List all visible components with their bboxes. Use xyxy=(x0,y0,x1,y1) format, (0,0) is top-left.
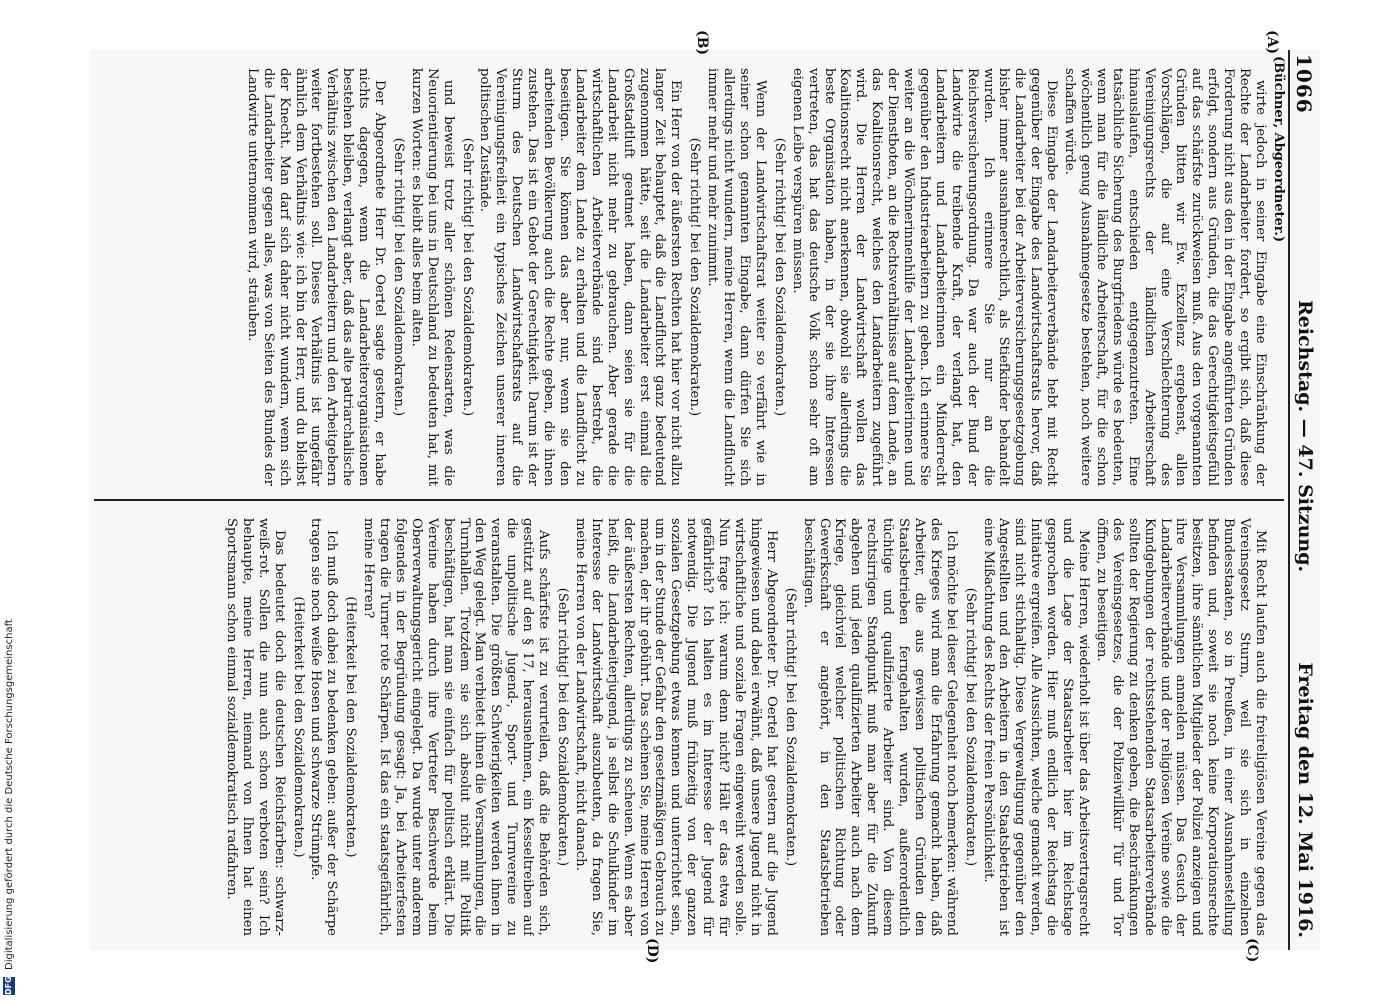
interjection: (Sehr richtig! bei den Sozialdemokraten.) xyxy=(782,587,798,867)
footer-text: Digitalisierung gefördert durch die Deutsche Forschungsgemeinschaft xyxy=(4,619,15,970)
interjection: (Sehr richtig! bei den Sozialdemokraten.) xyxy=(390,137,406,417)
page-number: 1066 xyxy=(1292,54,1316,114)
footer-credit xyxy=(0,0,22,1000)
column-divider xyxy=(94,499,1284,501)
paragraph: Ein Herr von der äußersten Rechten hat hier vor nicht allzu langer Zeit behauptet, daß die Landflucht ganz bedeutend zugenommen hätte, seit die Landarbeiter erst einmal die Großstadtluft geatmet haben, dann seien sie für die Landarbeit nicht mehr zu gebrauchen. Aber gerade die wirtschaftlichen Arbeiterverbände sind bestrebt, die Landarbeiter dem Lande zu erhalten und die Landflucht zu beseitigen. Sie können das aber nur, wenn sie den arbeitenden Bevölkerung auch die Rechte geben, die ihnen zustehen. Das ist ein Gebot der Gerechtigkeit. Darum ist der Sturm des Deutschen Landwirtschaftsrats auf die Vereinigungsfreiheit ein typisches Zeichen unserer inneren politischen Zustände. xyxy=(477,68,684,486)
margin-mark-b: (B) xyxy=(694,30,710,56)
paragraph: Meine Herren, wiederholt ist über das Arbeitsvertragsrecht und die Lage der Staatsarbeiter hier im Reichstage gesprochen worden. Hier muß endlich der Reichstag die Initiative ergreifen. Alle Aussichten, welche gemacht werden, sind nicht stichhaltig. Diese Vergewaltigung gegenüber den Angestellten und den Arbeitern in den Staatsbetrieben ist eine Mißachtung des Rechts der freien Persönlichkeit. xyxy=(980,518,1092,936)
interjection: (Heiterkeit bei den Sozialdemokraten.) xyxy=(290,596,306,858)
page-title: Reichstag. — 47. Sitzung. xyxy=(1294,300,1316,573)
paragraph: Mit Recht laufen auch die freireligiösen Vereine gegen das Vereinsgesetz Sturm, weil sie sich in einzelnen Bundesstaaten, so in Preußen, in einer Ausnahmestellung befinden und, soweit sie noch keine Korporationsrechte besitzen, ihre sämtlichen Mitglieder der Polizei anzeigen und ihre Versammlungen anmelden müssen. Das Gesuch der Landarbeiterverbände und der religiösen Vereine sowie die Kundgebungen der rechtsstehenden Staatsarbeiterverbände sollten der Regierung zu denken geben, die Beschränkungen des Vereinsgesetzes, die der Polizeiwillkür Tür und Tor öffnen, zu beseitigen. xyxy=(1093,518,1268,936)
interjection: (Sehr richtig! bei den Sozialdemokraten.) xyxy=(555,587,571,867)
paragraph: Ich muß doch dabei zu bedenken geben: außer der Schärpe tragen sie noch weiße Hosen und schwarze Strümpfe. xyxy=(308,518,340,936)
interjection: (Sehr richtig! bei den Sozialdemokraten.) xyxy=(687,137,703,417)
paragraph: Das bedeutet doch die deutschen Reichsfarben: schwarz-weiß-rot. Sollen die nun auch schon verboten sein? Ich behaupte, meine Herren, niemand von Ihnen hat einen Sportsmann schon einmal sozialdemokratisch radfahren. xyxy=(223,518,287,936)
paragraph: Wenn der Landwirtschaftsrat weiter so verfährt wie in seiner schon genannten Eingabe, dann dürfen Sie sich allerdings nicht wundern, meine Herren, wenn die Landflucht immer mehr und mehr zunimmt. xyxy=(705,68,768,486)
interjection: (Heiterkeit bei den Sozialdemokraten.) xyxy=(343,596,359,858)
interjection: (Sehr richtig! bei den Sozialdemokraten.) xyxy=(771,137,787,417)
margin-mark-a: (A) xyxy=(1264,30,1280,55)
margin-mark-d: (D) xyxy=(644,938,660,964)
document-page xyxy=(90,30,1320,964)
speaker-name: (Büchner, Abgeordneter.) xyxy=(1271,56,1286,243)
paragraph: und beweist trotz aller schönen Redensarten, was die Neuorientierung bei uns in Deutschland zu bedeuten hat, mit kurzen Worten: es bleibt alles beim alten. xyxy=(408,68,456,486)
margin-mark-c: (C) xyxy=(1244,938,1260,963)
interjection: (Sehr richtig! bei den Sozialdemokraten.) xyxy=(962,587,978,867)
paragraph: wirte jedoch in seiner Eingabe eine Einschränkung der Rechte der Landarbeiter fordert, so ergibt sich, daß diese Forderung nicht aus den in der Eingabe angeführten Gründen erfolgt, sondern aus Gründen, die das Gerechtigkeitsgefühl auf das schärfste zurückweisen muß. Aus den vorgenannten Gründen bitten wir Ew. Exzellenz ergebenst, allen Vorschlägen, die auf eine Verschlechterung des Vereinigungsrechts der ländlichen Arbeiterschaft hinauslaufen, entschieden entgegenzutreten. Eine tatsächliche Sicherung des Burgfriedens würde es bedeuten, wenn man für die ländliche Arbeiterschaft, für die schon wöchentlich genug Ausnahmegesetze bestehen, noch weitere schaffen würde. xyxy=(1062,68,1268,486)
dfg-logo: DFG xyxy=(4,976,13,995)
paragraph: Diese Eingabe der Landarbeiterverbände hebt mit Recht gegenüber der Eingabe des Landwirtschaftsrats hervor, daß die Landarbeiter bei der Arbeiterversicherungsgesetzgebung bisher immer ausnahmerechtlich, als Stiefkinder behandelt wurden. Ich erinnere Sie nur an die Reichsversicherungsordnung. Da war auch der Bund der Landwirte die treibende Kraft, der verlangt hat, den Landarbeitern und Landarbeiterinnen ein Minderrecht gegenüber den Industriearbeitern zu geben. Ich erinnere Sie weiter an die Wöchnerinnenhilfe der Landarbeiterinnen und der Dienstboten, an die Rechtsverhältnisse auf dem Lande, an das Koalitionsrecht, welches den Landarbeitern zugeführt wird. Die Herren der Landwirtschaft wollen das Koalitionsrecht nicht anerkennen, obwohl sie allerdings die beste Organisation haben, in der sie ihre Interessen vertreten, das hat das deutsche Volk schon sehr oft am eigenen Leibe verspüren müssen. xyxy=(789,68,1060,486)
paragraph: Herr Abgeordneter Dr. Oertel hat gestern auf die Jugend hingewiesen und dabei erwähnt, daß unsere Jugend nicht in wirtschaftliche und soziale Fragen eingeweiht werden solle. Nun frage ich: warum denn nicht? Hält er das etwa für gefährlich? Ich halten es im Interesse der Jugend für notwendig. Die Jugend muß frühzeitig von der ganzen sozialen Gesetzgebung etwas kennen und unterrichtet sein, um in der Stunde der Gefahr den gesetzmäßigen Gebrauch zu machen, der ihr gebührt. Das scheinen Sie, meine Herren von der äußersten Rechten, allerdings zu scheuen. Wenn es aber heißt, die Landarbeiterjugend, ja selbst die Schulkinder im Interesse der Landwirtschaft auszubeuten, da fragen Sie, meine Herren von der Landwirtschaft, nicht danach. xyxy=(572,518,779,936)
interjection: (Sehr richtig! bei den Sozialdemokraten.) xyxy=(459,137,475,417)
paragraph: Ich möchte bei dieser Gelegenheit noch bemerken: während des Krieges wird man die Erfahrung gemacht haben, daß Arbeiter, die aus gewissen politischen Gründen den Staatsbetrieben ferngehalten wurden, außerordentlich tüchtige und qualifizierte Arbeiter sind. Von diesem rechtsirrigen Standpunkt muß man aber für die Zukunft abgehen und jeden qualifizierten Arbeiter auch nach dem Kriege, gleichviel welcher politischen Richtung oder Gewerkschaft er angehört, in den Staatsbetrieben beschäftigen. xyxy=(800,518,959,936)
text-column-left xyxy=(98,68,1268,486)
paragraph: Der Abgeordnete Herr Dr. Oertel sagte gestern, er habe nichts dagegen, wenn die Landarbeiterorganisationen bestehen bleiben, verlangt aber, daß das alte patriarchalische Verhältnis zwischen den Landarbeitern und den Arbeitgebern weiter fortbestehen soll. Dieses Verhältnis ist ungefähr ähnlich dem Verhältnis wie: ich bin der Herr, und du bleibst der Knecht. Man darf sich daher nicht wundern, wenn sich die Landarbeiter gegen alles, was von Seiten des Bundes der Landwirte unternommen wird, sträuben. xyxy=(244,68,388,486)
text-column-right xyxy=(98,518,1268,936)
page-header xyxy=(1288,50,1320,950)
paragraph: Aufs schärfste ist zu verurteilen, daß die Behörden sich, gestützt auf den § 17, herausnehmen, ein Kesseltreiben auf die unpolitische Jugend-, Sport- und Turnvereine zu veranstalten. Die größten Schwierigkeiten werden ihnen in den Weg gelegt. Man verbietet ihnen die Versammlungen, die Turnhallen. Trotzdem sie sich absolut nicht mit Politik beschäftigen, hat man sie einfach für politisch erklärt. Die Vereine haben durch ihre Vertreter Beschwerde beim Oberverwaltungsgericht eingelegt. Da wurde unter anderem folgendes in der Begründung gesagt: Ja, bei Arbeiterfesten tragen die Turner rote Schärpen. Ist das ein staatsgefährlich, meine Herren? xyxy=(361,518,552,936)
page-date: Freitag den 12. Mai 1916. xyxy=(1294,662,1316,938)
